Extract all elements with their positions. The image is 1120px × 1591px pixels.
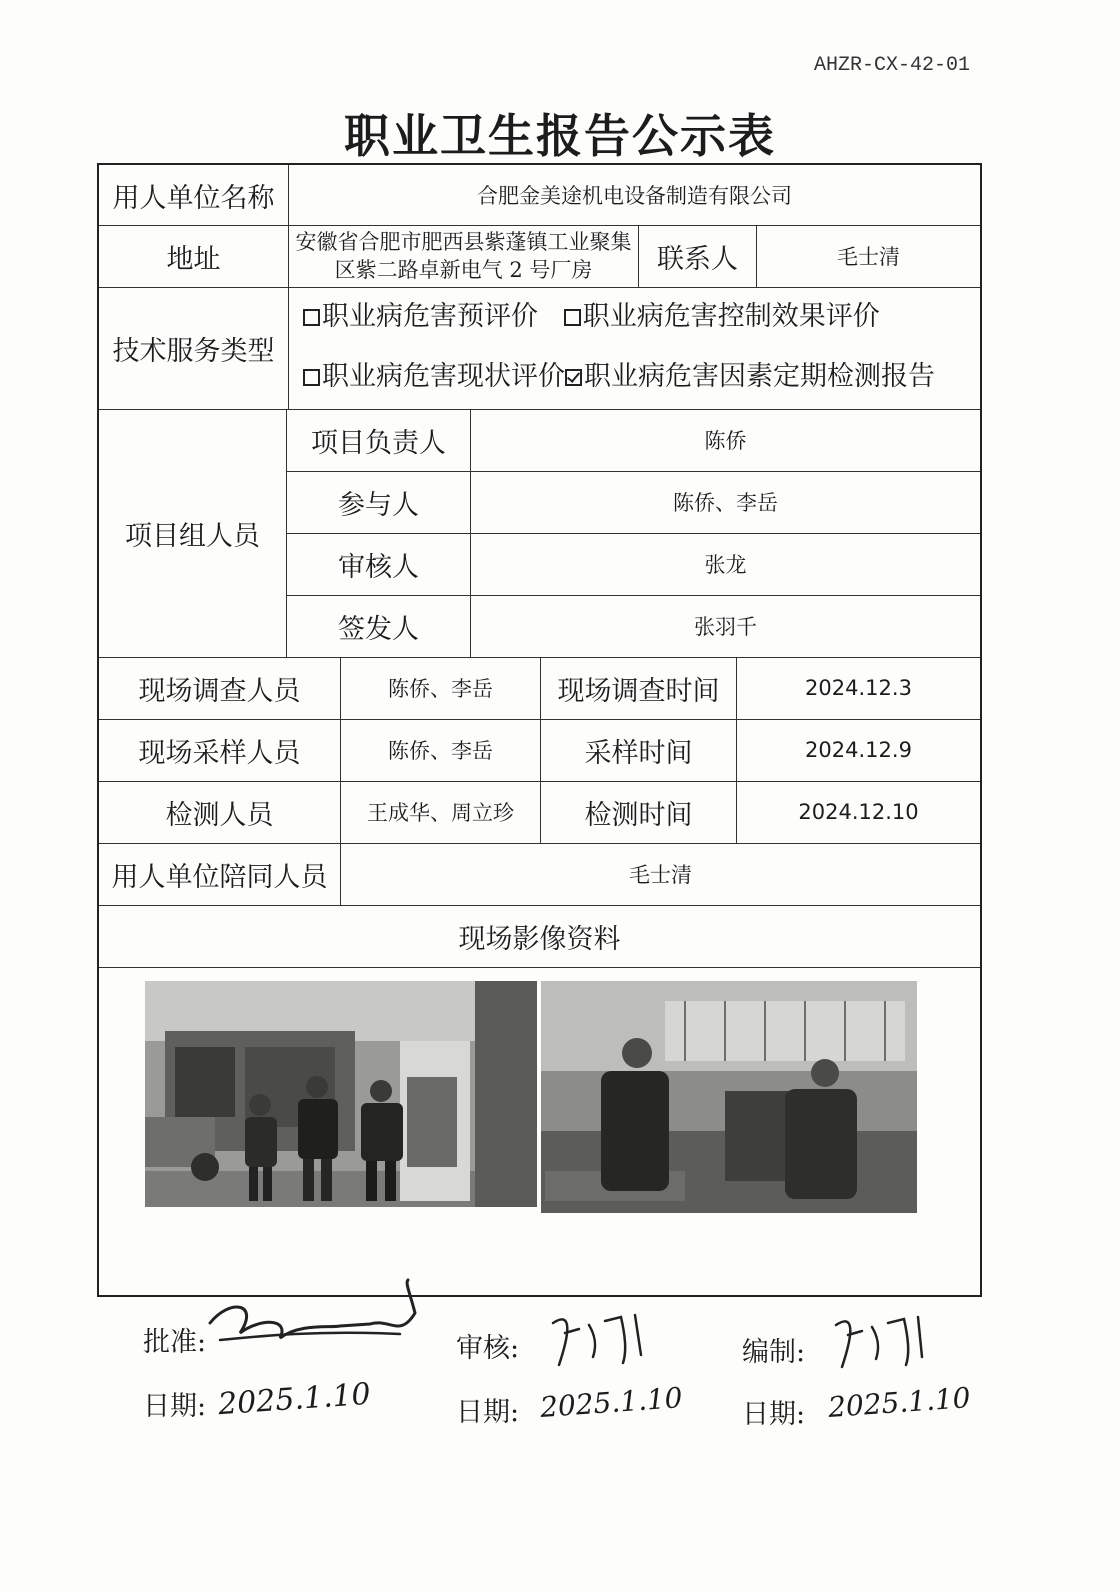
schedule-time: 2024.12.3 bbox=[805, 676, 912, 700]
schedule-people: 陈侨、李岳 bbox=[341, 719, 541, 781]
team-row bbox=[287, 471, 980, 534]
contact-label: 联系人 bbox=[639, 225, 757, 287]
compile-signature bbox=[828, 1305, 938, 1375]
team-block bbox=[99, 409, 980, 658]
compile-label: 编制: bbox=[742, 1337, 806, 1368]
team-row bbox=[287, 595, 980, 657]
team-label: 项目组人员 bbox=[99, 409, 287, 657]
review-label: 审核: bbox=[456, 1333, 520, 1364]
team-table bbox=[287, 409, 980, 657]
site-photo-strip bbox=[145, 981, 917, 1217]
schedule-time: 2024.12.10 bbox=[798, 800, 919, 824]
schedule-row bbox=[99, 657, 980, 720]
address-line-2: 区紫二路卓新电气 2 号厂房 bbox=[334, 258, 593, 282]
site-photo-workshop bbox=[541, 981, 917, 1213]
approve-date-label: 日期: bbox=[143, 1391, 207, 1422]
document-code: AHZR-CX-42-01 bbox=[813, 54, 970, 77]
team-role: 签发人 bbox=[287, 595, 471, 657]
report-form bbox=[97, 163, 982, 1297]
schedule-row bbox=[99, 719, 980, 782]
schedule-people: 王成华、周立珍 bbox=[341, 781, 541, 843]
escort-label: 用人单位陪同人员 bbox=[99, 843, 341, 905]
schedule-label: 检测人员 bbox=[99, 781, 341, 843]
media-header-row bbox=[99, 905, 980, 968]
option-status-evaluation[interactable]: 职业病危害现状评价 bbox=[303, 361, 565, 392]
review-signature bbox=[545, 1305, 655, 1375]
service-type-line-2 bbox=[303, 347, 935, 407]
team-row bbox=[287, 533, 980, 596]
team-row bbox=[287, 409, 980, 472]
team-role: 项目负责人 bbox=[287, 409, 471, 471]
employer-label: 用人单位名称 bbox=[99, 165, 289, 225]
service-type-row bbox=[99, 287, 980, 410]
schedule-time-label: 采样时间 bbox=[541, 719, 737, 781]
schedule-label: 现场采样人员 bbox=[99, 719, 341, 781]
escort-row bbox=[99, 843, 980, 906]
schedule-time: 2024.12.9 bbox=[805, 738, 912, 762]
schedule-time-label: 现场调查时间 bbox=[541, 657, 737, 719]
team-role: 审核人 bbox=[287, 533, 471, 595]
address-line-1: 安徽省合肥市肥西县紫蓬镇工业聚集 bbox=[295, 230, 632, 254]
service-type-options bbox=[289, 287, 980, 409]
employer-row bbox=[99, 165, 980, 226]
site-photo-entrance bbox=[145, 981, 537, 1207]
team-member: 张龙 bbox=[704, 553, 747, 577]
option-pre-evaluation[interactable]: 职业病危害预评价 bbox=[303, 301, 538, 332]
schedule-label: 现场调查人员 bbox=[99, 657, 341, 719]
schedule-row bbox=[99, 781, 980, 844]
document-title: 职业卫生报告公示表 bbox=[344, 109, 776, 163]
service-type-label: 技术服务类型 bbox=[99, 287, 289, 409]
escort-value: 毛士清 bbox=[629, 863, 692, 887]
checkbox-checked-icon[interactable] bbox=[565, 369, 582, 386]
team-member: 张羽千 bbox=[694, 615, 757, 639]
service-type-line-1 bbox=[303, 287, 880, 347]
checkbox-icon[interactable] bbox=[303, 309, 320, 326]
approve-label: 批准: bbox=[143, 1327, 207, 1358]
compile-date-label: 日期: bbox=[742, 1399, 806, 1430]
checkbox-icon[interactable] bbox=[303, 369, 320, 386]
team-member: 陈侨、李岳 bbox=[673, 491, 778, 515]
option-control-evaluation[interactable]: 职业病危害控制效果评价 bbox=[564, 301, 880, 332]
employer-value: 合肥金美途机电设备制造有限公司 bbox=[477, 184, 792, 208]
review-date-label: 日期: bbox=[456, 1397, 520, 1428]
option-periodic-testing[interactable]: 职业病危害因素定期检测报告 bbox=[565, 361, 935, 392]
contact-value: 毛士清 bbox=[837, 245, 900, 269]
compile-date: 2025.1.10 bbox=[827, 1381, 972, 1424]
schedule-people: 陈侨、李岳 bbox=[341, 657, 541, 719]
review-date: 2025.1.10 bbox=[539, 1381, 684, 1424]
approve-date: 2025.1.10 bbox=[216, 1376, 372, 1423]
checkbox-icon[interactable] bbox=[564, 309, 581, 326]
media-label: 现场影像资料 bbox=[458, 923, 621, 955]
address-label: 地址 bbox=[99, 225, 289, 287]
team-role: 参与人 bbox=[287, 471, 471, 533]
team-member: 陈侨 bbox=[704, 429, 747, 453]
address-value bbox=[289, 225, 639, 287]
address-row bbox=[99, 225, 980, 288]
site-photos bbox=[145, 981, 917, 1221]
schedule-time-label: 检测时间 bbox=[541, 781, 737, 843]
